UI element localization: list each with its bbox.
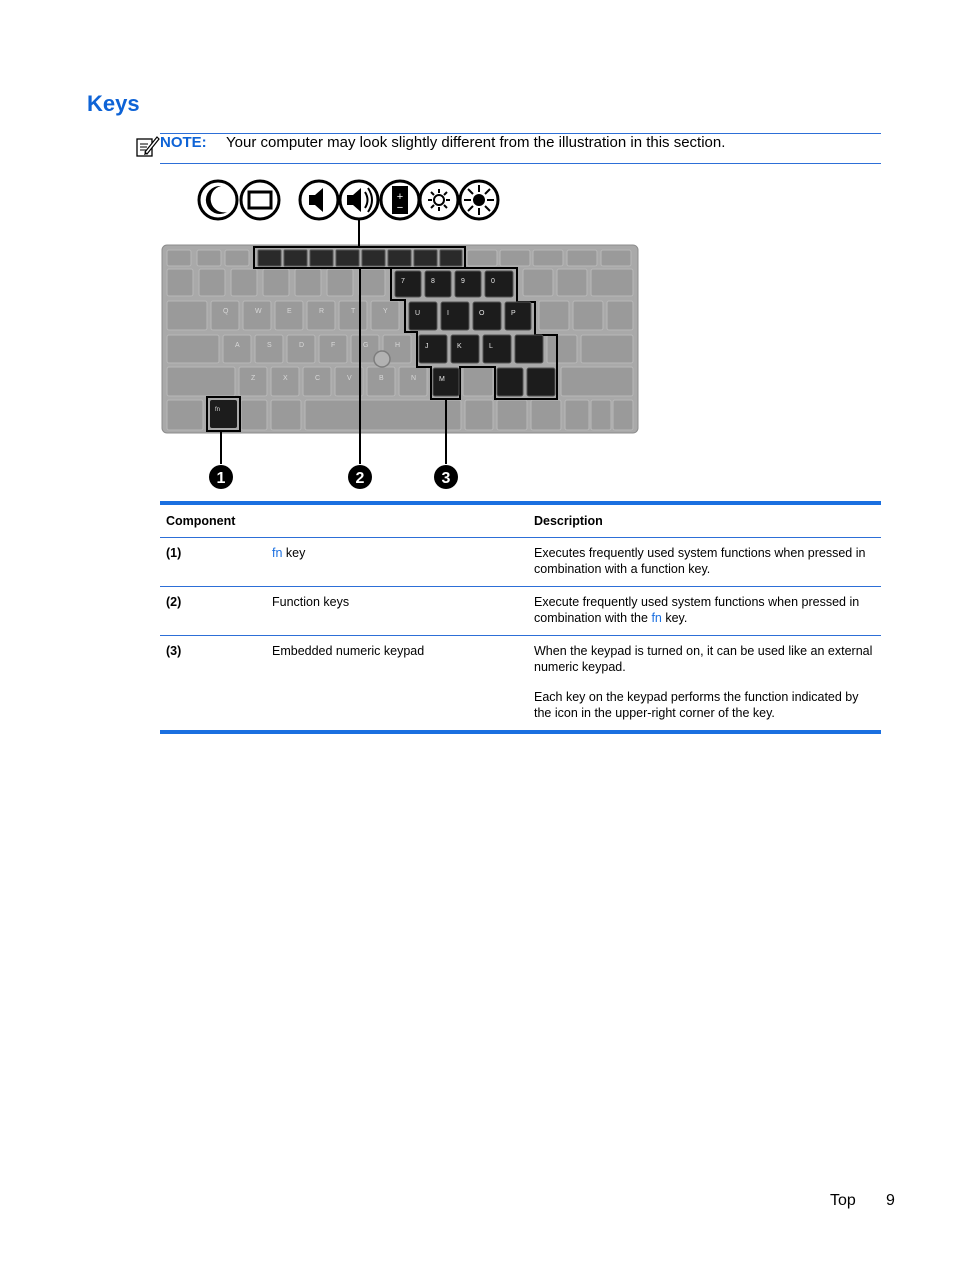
key-label: A [235, 342, 240, 349]
key-label: D [299, 342, 305, 349]
svg-text:3: 3 [441, 470, 451, 487]
key-label: G [363, 342, 369, 349]
svg-text:2: 2 [355, 470, 365, 487]
callout-2 [348, 465, 372, 489]
table-row [160, 636, 881, 733]
key-label: P [511, 310, 516, 317]
table-row [160, 587, 881, 636]
note-text: Your computer may look slightly different from the illustration in this section. [226, 134, 726, 151]
footer-section-label: Top [830, 1192, 856, 1209]
key-label: U [415, 310, 421, 317]
key-label: Y [383, 308, 388, 315]
component-name: Embedded numeric keypad [272, 644, 425, 658]
description-text: Executes frequently used system functions when pressed in combination with a function key. [534, 546, 866, 576]
key-label: M [439, 376, 445, 383]
key-label: Z [251, 375, 256, 382]
svg-text:−: − [396, 202, 404, 214]
key-label: 9 [461, 278, 465, 285]
key-label: L [489, 343, 493, 350]
description-text-end: key. [661, 611, 688, 625]
key-label: N [411, 375, 417, 382]
svg-text:+: + [396, 191, 404, 203]
table-row [160, 538, 881, 587]
page-heading: Keys [87, 91, 140, 116]
note-pencil-icon [134, 133, 160, 159]
component-description [528, 636, 881, 733]
key-label: 8 [431, 278, 435, 285]
fn-key-label: fn [215, 407, 221, 413]
key-label: O [479, 310, 485, 317]
key-label: 7 [401, 278, 405, 285]
callout-1 [209, 465, 233, 489]
key-label: 0 [491, 278, 495, 285]
key-label: X [283, 375, 288, 382]
description-text: When the keypad is turned on, it can be used like an external numeric keypad. [534, 644, 873, 674]
components-table [160, 501, 881, 734]
key-label: H [395, 342, 401, 349]
page-number: 9 [886, 1192, 895, 1209]
note-callout [160, 133, 881, 164]
description-text-second: Each key on the keypad performs the function indicated by the icon in the upper-right corner of the key. [534, 690, 859, 720]
key-label: I [447, 310, 449, 317]
key-label: K [457, 343, 462, 350]
svg-text:1: 1 [216, 470, 226, 487]
component-number: (3) [166, 644, 182, 658]
key-label: J [425, 343, 429, 350]
key-label: W [255, 308, 262, 315]
key-label: B [379, 375, 384, 382]
component-description [528, 538, 881, 587]
description-text: Execute frequently used system functions when pressed in combination with the [534, 595, 860, 625]
component-name [266, 538, 528, 587]
component-name: Function keys [266, 587, 528, 636]
column-header-component: Component [160, 503, 528, 538]
key-label: V [347, 375, 352, 382]
component-number: (1) [160, 538, 266, 587]
key-label: E [287, 308, 292, 315]
callout-3 [434, 465, 458, 489]
component-number: (2) [160, 587, 266, 636]
component-description [528, 587, 881, 636]
column-header-description: Description [528, 503, 881, 538]
key-label: C [315, 375, 321, 382]
key-label: S [267, 342, 272, 349]
key-label: T [351, 308, 356, 315]
fn-link-text: fn [272, 546, 283, 560]
key-label: Q [223, 308, 229, 315]
fn-link-text: fn [651, 611, 662, 625]
note-label: NOTE: [160, 134, 207, 151]
keyboard-illustration [155, 172, 645, 497]
key-label: R [319, 308, 325, 315]
key-label: F [331, 342, 336, 349]
function-key-icons [199, 181, 498, 219]
table-header-row [160, 503, 881, 538]
component-name-text: key [282, 546, 306, 560]
